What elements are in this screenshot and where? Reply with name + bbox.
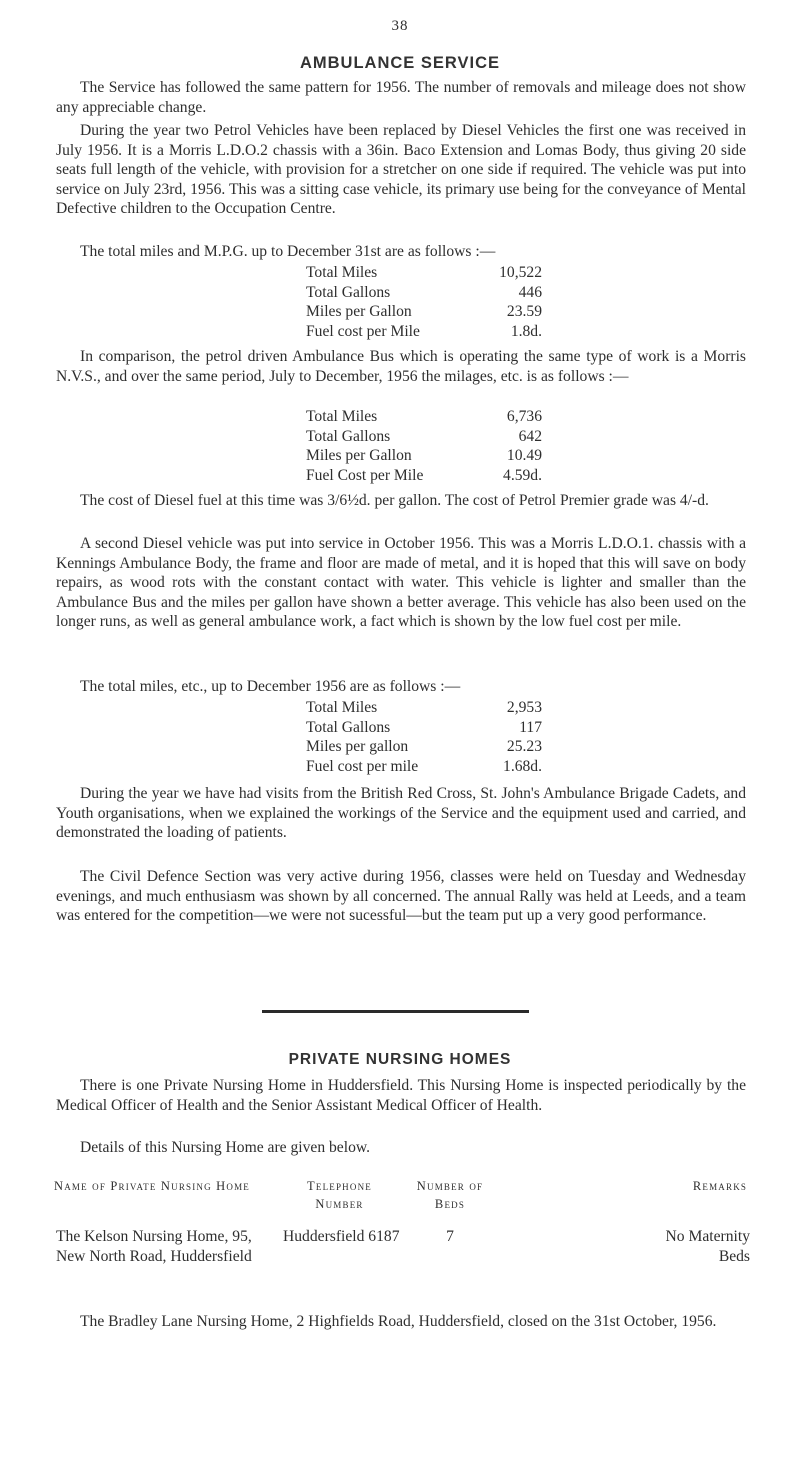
stat-value: 25.23 bbox=[506, 738, 542, 755]
stats-row bbox=[306, 446, 542, 466]
stat-value: 446 bbox=[518, 283, 542, 301]
diesel-vehicle-2-stats bbox=[306, 698, 542, 776]
stat-value: 4.59d. bbox=[503, 466, 542, 484]
ambulance-para-8: During the year we have had visits from the British Red Cross, St. John's Ambulance Brigade Cadets, and Youth organisations, when we explained the workings of the Service and the equipment used and carried, and demonstrated the loading of patients. bbox=[56, 785, 746, 841]
stat-value: 2,953 bbox=[506, 699, 542, 716]
stats-row bbox=[306, 322, 542, 342]
stat-value: 1.8d. bbox=[510, 322, 542, 340]
stat-label: Total Gallons bbox=[306, 427, 391, 445]
stat-label: Total Miles bbox=[306, 699, 378, 716]
stat-label: Miles per gallon bbox=[306, 738, 409, 755]
section-divider bbox=[262, 1010, 529, 1013]
column-header-beds: Number of Beds bbox=[416, 1179, 484, 1211]
ambulance-para-6: A second Diesel vehicle was put into service in October 1956. This was a Morris L.D.O.1. chassis with a Kennings Ambulance Body, the frame and floor are made of metal, and it is hoped that this will save on body repairs, as wood rots with the constant contact with water. This vehicle is lighter and smaller than the Ambulance Bus and the miles per gallon have shown a better average. This vehicle has also been used on the longer runs, as well as general ambulance work, a fact which is shown by the low fuel cost per mile. bbox=[56, 535, 746, 630]
stats-row bbox=[306, 757, 542, 777]
stats-row bbox=[306, 698, 542, 718]
stats-row bbox=[306, 302, 542, 322]
stats-row bbox=[306, 283, 542, 303]
stat-value: 642 bbox=[518, 427, 542, 445]
stats-row bbox=[306, 407, 542, 427]
column-header-remarks: Remarks bbox=[692, 1179, 748, 1193]
cell-remarks: No Maternity Beds bbox=[665, 1228, 750, 1265]
stat-value: 117 bbox=[519, 718, 542, 736]
stat-label: Miles per Gallon bbox=[306, 303, 412, 320]
stat-label: Miles per Gallon bbox=[306, 447, 412, 464]
nursing-para-2: Details of this Nursing Home are given below. bbox=[80, 1139, 371, 1156]
ambulance-para-3: The total miles and M.P.G. up to December 31st are as follows :— bbox=[80, 243, 496, 260]
stats-row bbox=[306, 263, 542, 283]
private-nursing-homes-heading: PRIVATE NURSING HOMES bbox=[288, 1051, 512, 1068]
stat-label: Total Miles bbox=[306, 264, 378, 281]
stat-label: Total Miles bbox=[306, 408, 378, 425]
diesel-vehicle-1-stats bbox=[306, 263, 542, 341]
stats-row bbox=[306, 737, 542, 757]
stat-value: 23.59 bbox=[506, 303, 542, 320]
stat-value: 1.68d. bbox=[503, 757, 542, 775]
stat-value: 6,736 bbox=[506, 408, 542, 425]
stats-row bbox=[306, 427, 542, 447]
petrol-bus-stats bbox=[306, 407, 542, 485]
stat-value: 10,522 bbox=[499, 264, 542, 281]
nursing-para-3: The Bradley Lane Nursing Home, 2 Highfields Road, Huddersfield, closed on the 31st October, 1956. bbox=[80, 1313, 717, 1330]
column-header-name: Name of Private Nursing Home bbox=[54, 1179, 250, 1193]
stats-row bbox=[306, 466, 542, 486]
ambulance-para-5: The cost of Diesel fuel at this time was 3/6½d. per gallon. The cost of Petrol Premier grade was 4/-d. bbox=[80, 492, 709, 509]
ambulance-para-9: The Civil Defence Section was very active during 1956, classes were held on Tuesday and Wednesday evenings, and much enthusiasm was shown by all concerned. The annual Rally was held at Leeds, and a team was entered for the competition—we were not sucessful—but the team put up a very good performance. bbox=[56, 868, 746, 924]
ambulance-service-heading: AMBULANCE SERVICE bbox=[299, 54, 501, 72]
page-number: 38 bbox=[391, 18, 409, 34]
nursing-para-1: There is one Private Nursing Home in Huddersfield. This Nursing Home is inspected periodically by the Medical Officer of Health and the Senior Assistant Medical Officer of Health. bbox=[56, 1077, 746, 1114]
stats-row bbox=[306, 718, 542, 738]
stat-label: Fuel cost per Mile bbox=[306, 322, 420, 340]
stat-label: Fuel Cost per Mile bbox=[306, 466, 424, 484]
stat-value: 10.49 bbox=[506, 447, 542, 464]
cell-beds: 7 bbox=[446, 1228, 454, 1245]
ambulance-para-7: The total miles, etc., up to December 1956 are as follows :— bbox=[80, 678, 461, 695]
cell-home-name: The Kelson Nursing Home, 95, New North Road, Huddersfield bbox=[56, 1228, 252, 1265]
cell-telephone: Huddersfield 6187 bbox=[283, 1228, 400, 1245]
ambulance-para-1: The Service has followed the same pattern for 1956. The number of removals and mileage does not show any appreciable change. bbox=[56, 79, 746, 116]
stat-label: Total Gallons bbox=[306, 283, 391, 301]
ambulance-para-4: In comparison, the petrol driven Ambulance Bus which is operating the same type of work is a Morris N.V.S., and over the same period, July to December, 1956 the milages, etc. is as follows :— bbox=[56, 348, 746, 385]
column-header-telephone: Telephone Number bbox=[307, 1179, 372, 1211]
ambulance-para-2: During the year two Petrol Vehicles have been replaced by Diesel Vehicles the first one was received in July 1956. It is a Morris L.D.O.2 chassis with a 36in. Baco Extension and Lomas Body, thus giving 20 side seats full length of the vehicle, with provision for a stretcher on one side if required. The vehicle was put into service on July 23rd, 1956. This was a sitting case vehicle, its primary use being for the conveyance of Mental Defective children to the Occupation Centre. bbox=[56, 122, 746, 217]
stat-label: Fuel cost per mile bbox=[306, 757, 419, 775]
stat-label: Total Gallons bbox=[306, 718, 391, 736]
